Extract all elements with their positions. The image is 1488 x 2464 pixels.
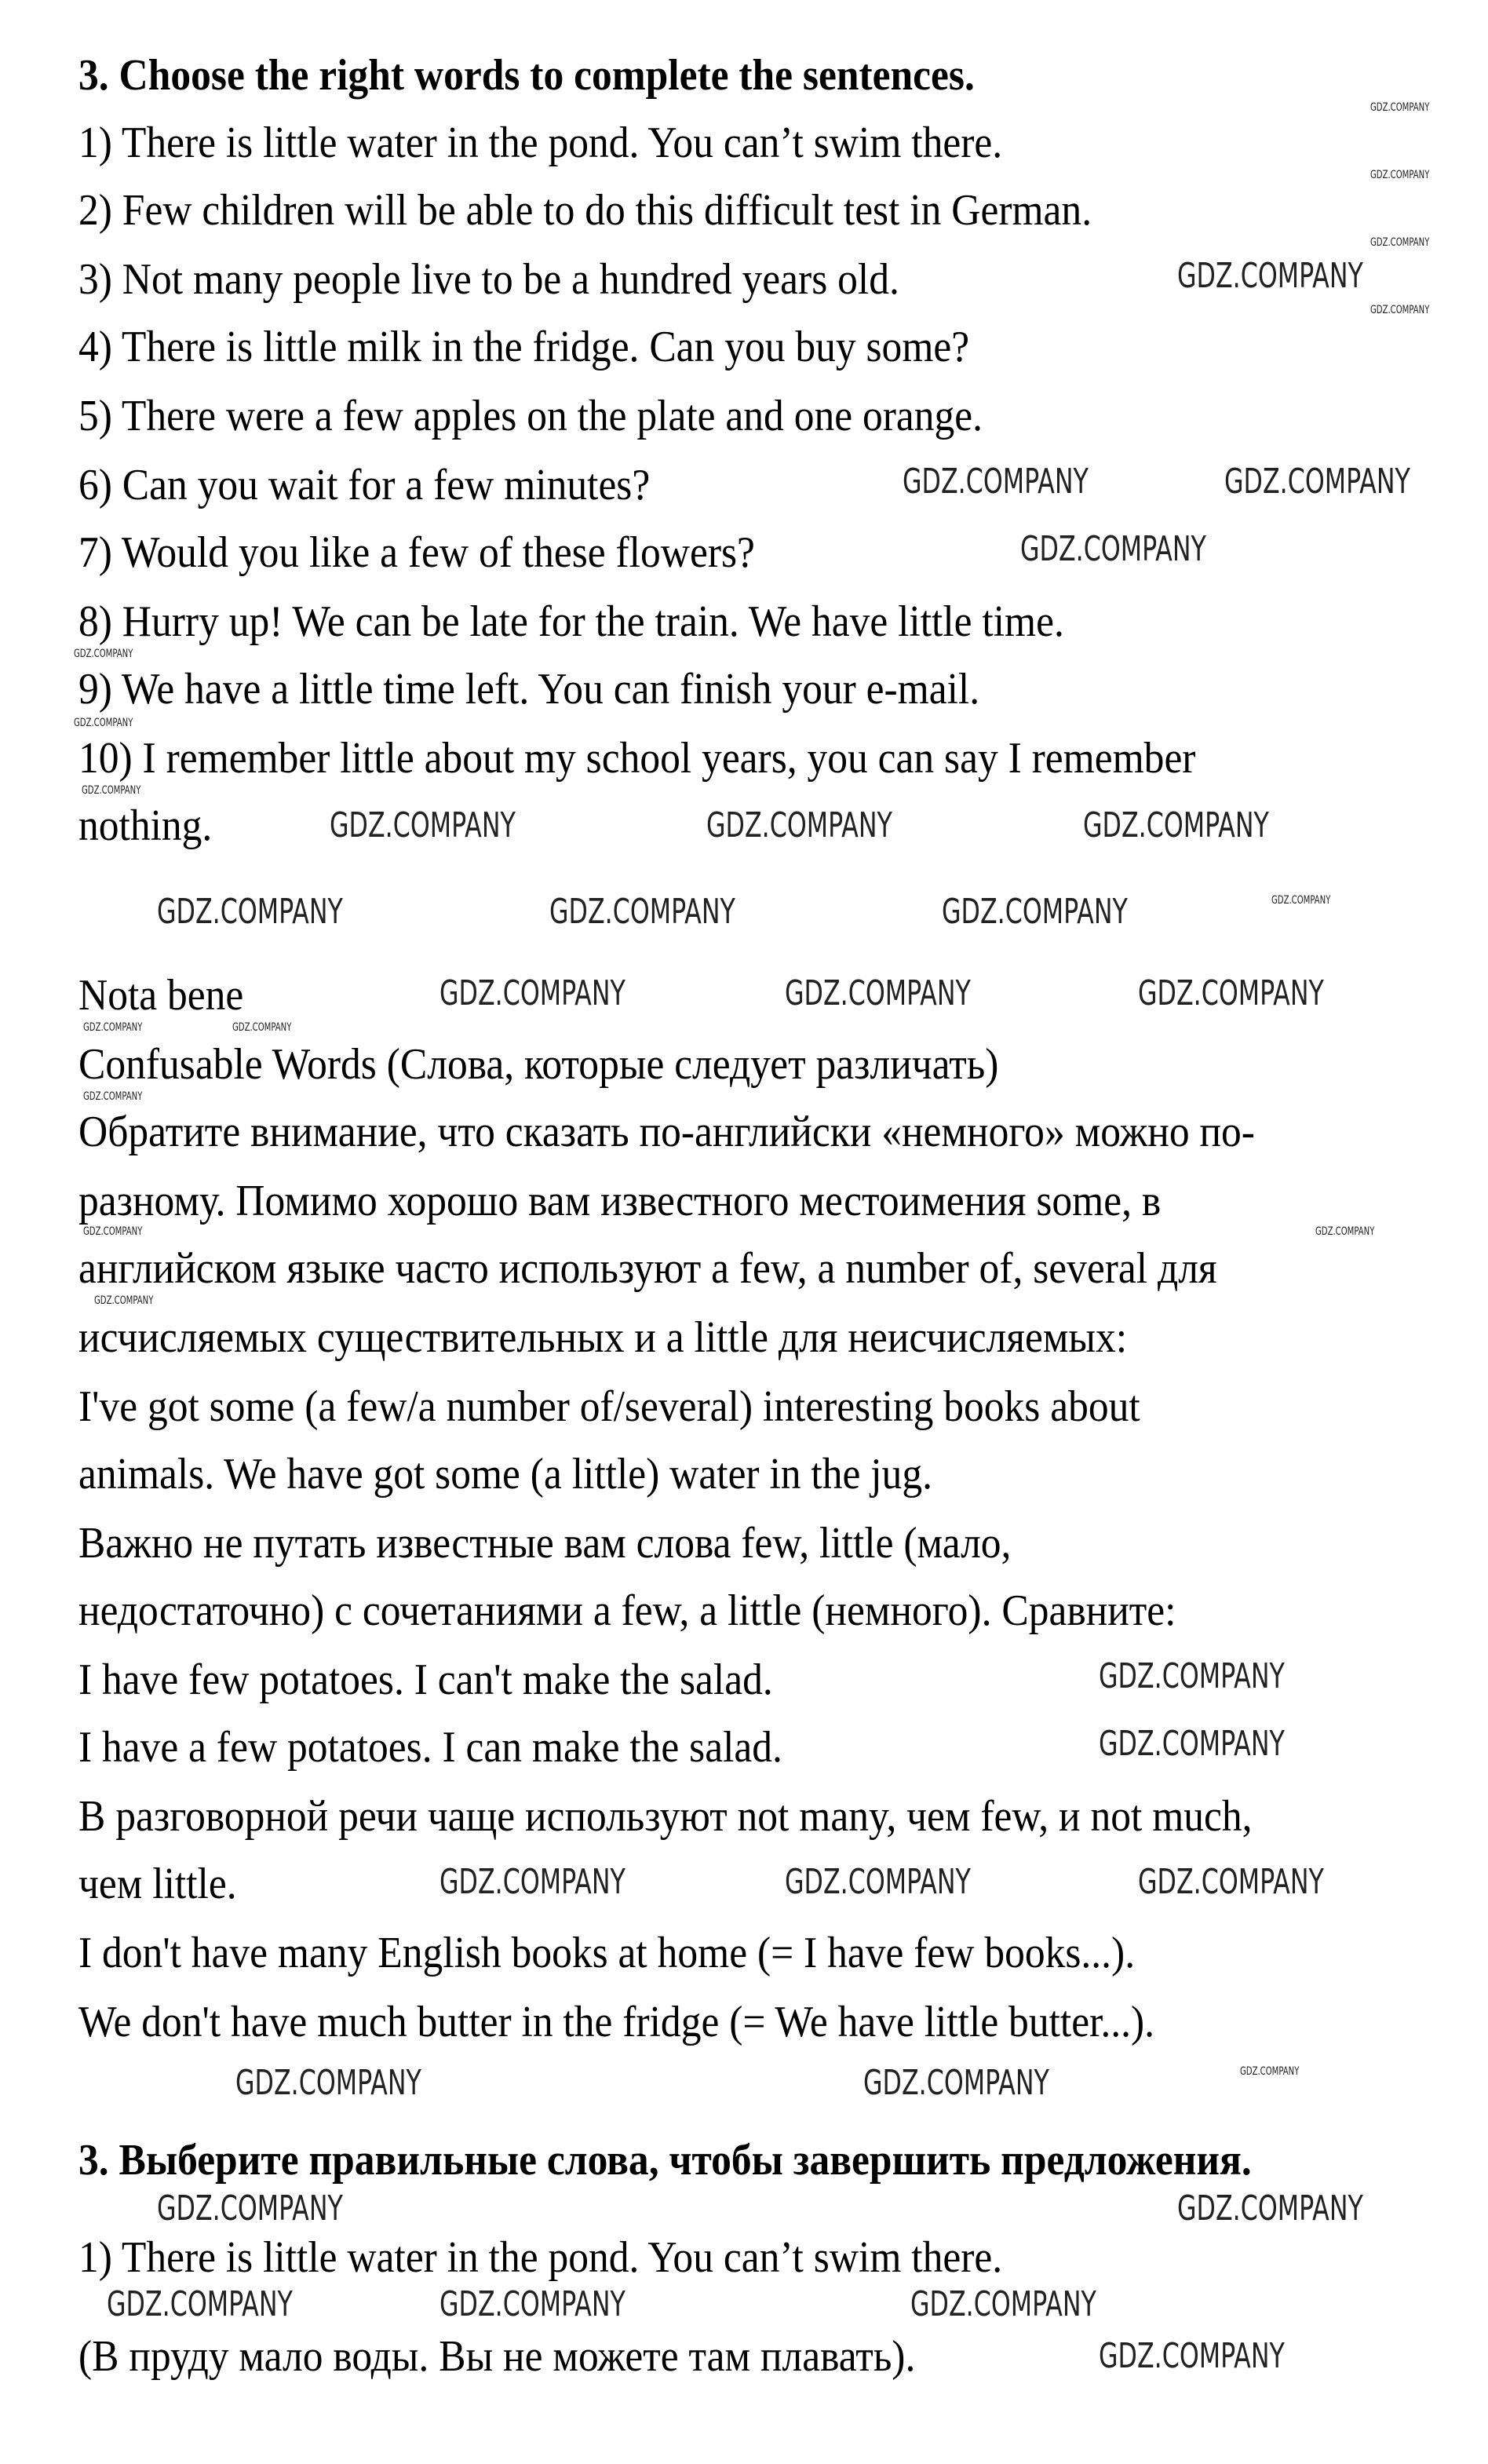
watermark: GDZ.COMPANY (439, 1862, 625, 1902)
watermark: GDZ.COMPANY (1177, 2188, 1363, 2229)
watermark: GDZ.COMPANY (1370, 236, 1430, 249)
watermark: GDZ.COMPANY (549, 892, 735, 932)
watermark: GDZ.COMPANY (157, 2188, 343, 2229)
exercise-sentence: 5) There were a few apples on the plate and one orange. (78, 392, 983, 440)
watermark: GDZ.COMPANY (82, 784, 141, 797)
watermark: GDZ.COMPANY (1020, 529, 1206, 569)
nota-bene-line: чем little. (78, 1860, 237, 1908)
nota-bene-line: Обратите внимание, что сказать по-английски «немного» можно по- (78, 1108, 1255, 1156)
nota-bene-line: В разговорной речи чаще используют not many, чем few, и not much, (78, 1792, 1253, 1841)
watermark: GDZ.COMPANY (1315, 1225, 1375, 1238)
exercise-sentence: 4) There is little milk in the fridge. Can you buy some? (78, 323, 970, 371)
watermark: GDZ.COMPANY (706, 805, 892, 845)
watermark: GDZ.COMPANY (1177, 256, 1363, 296)
watermark: GDZ.COMPANY (1224, 462, 1410, 502)
nota-bene-line: I've got some (a few/a number of/several) interesting books about (78, 1382, 1140, 1431)
nota-bene-line: We don't have much butter in the fridge (= We have little butter...). (78, 1998, 1155, 2046)
watermark: GDZ.COMPANY (1099, 2336, 1285, 2376)
watermark: GDZ.COMPANY (439, 2284, 625, 2324)
exercise-sentence: 7) Would you like a few of these flowers? (78, 528, 755, 577)
watermark: GDZ.COMPANY (330, 805, 516, 845)
exercise-sentence: nothing. (78, 801, 213, 850)
nota-bene-line: Confusable Words (Слова, которые следует различать) (78, 1040, 999, 1089)
watermark: GDZ.COMPANY (74, 717, 133, 729)
watermark: GDZ.COMPANY (1370, 304, 1430, 316)
translation-line: 1) There is little water in the pond. You can’t swim there. (78, 2233, 1003, 2282)
exercise-sentence: 10) I remember little about my school years, you can say I remember (78, 734, 1196, 783)
nota-bene-line: I have a few potatoes. I can make the salad. (78, 1723, 782, 1772)
watermark: GDZ.COMPANY (1083, 805, 1269, 845)
watermark: GDZ.COMPANY (107, 2284, 293, 2324)
exercise-title: 3. Choose the right words to complete the sentences. (78, 51, 975, 100)
nota-bene-line: исчисляемых существительных и a little для неисчисляемых: (78, 1313, 1128, 1362)
watermark: GDZ.COMPANY (232, 1021, 292, 1034)
exercise-sentence: 6) Can you wait for a few minutes? (78, 461, 651, 509)
watermark: GDZ.COMPANY (1099, 1724, 1285, 1764)
nota-bene-line: I have few potatoes. I can't make the salad. (78, 1655, 773, 1704)
watermark: GDZ.COMPANY (1138, 1862, 1324, 1902)
exercise-sentence: 2) Few children will be able to do this difficult test in German. (78, 186, 1092, 235)
nota-bene-line: разному. Помимо хорошо вам известного местоимения some, в (78, 1177, 1162, 1225)
watermark: GDZ.COMPANY (785, 1862, 971, 1902)
nota-bene-line: Важно не путать известные вам слова few, little (мало, (78, 1519, 1012, 1568)
watermark: GDZ.COMPANY (785, 973, 971, 1013)
watermark: GDZ.COMPANY (1271, 894, 1331, 907)
watermark: GDZ.COMPANY (74, 648, 133, 660)
watermark: GDZ.COMPANY (83, 1225, 143, 1238)
exercise-sentence: 9) We have a little time left. You can finish your e-mail. (78, 665, 980, 714)
translation-line: (В пруду мало воды. Вы не можете там плавать). (78, 2332, 916, 2381)
watermark: GDZ.COMPANY (1370, 169, 1430, 181)
nota-bene-line: английском языке часто используют a few, a number of, several для (78, 1244, 1217, 1293)
watermark: GDZ.COMPANY (942, 892, 1128, 932)
exercise-sentence: 3) Not many people live to be a hundred years old. (78, 255, 899, 304)
watermark: GDZ.COMPANY (439, 973, 625, 1013)
watermark: GDZ.COMPANY (1099, 1656, 1285, 1696)
watermark: GDZ.COMPANY (863, 2063, 1049, 2103)
translation-title: 3. Выберите правильные слова, чтобы завершить предложения. (78, 2136, 1252, 2185)
watermark: GDZ.COMPANY (1240, 2065, 1300, 2078)
exercise-sentence: 8) Hurry up! We can be late for the train. We have little time. (78, 597, 1064, 646)
nota-bene-heading: Nota bene (78, 971, 244, 1020)
exercise-sentence: 1) There is little water in the pond. You can’t swim there. (78, 119, 1003, 167)
watermark: GDZ.COMPANY (83, 1021, 143, 1034)
watermark: GDZ.COMPANY (1370, 101, 1430, 114)
nota-bene-line: недостаточно) с сочетаниями a few, a little (немного). Сравните: (78, 1586, 1176, 1635)
nota-bene-line: I don't have many English books at home (= I have few books...). (78, 1929, 1136, 1977)
watermark: GDZ.COMPANY (94, 1294, 154, 1307)
watermark: GDZ.COMPANY (910, 2284, 1096, 2324)
watermark: GDZ.COMPANY (157, 892, 343, 932)
watermark: GDZ.COMPANY (235, 2063, 421, 2103)
watermark: GDZ.COMPANY (903, 462, 1089, 502)
watermark: GDZ.COMPANY (1138, 973, 1324, 1013)
nota-bene-line: animals. We have got some (a little) water in the jug. (78, 1450, 932, 1498)
watermark: GDZ.COMPANY (83, 1090, 143, 1103)
